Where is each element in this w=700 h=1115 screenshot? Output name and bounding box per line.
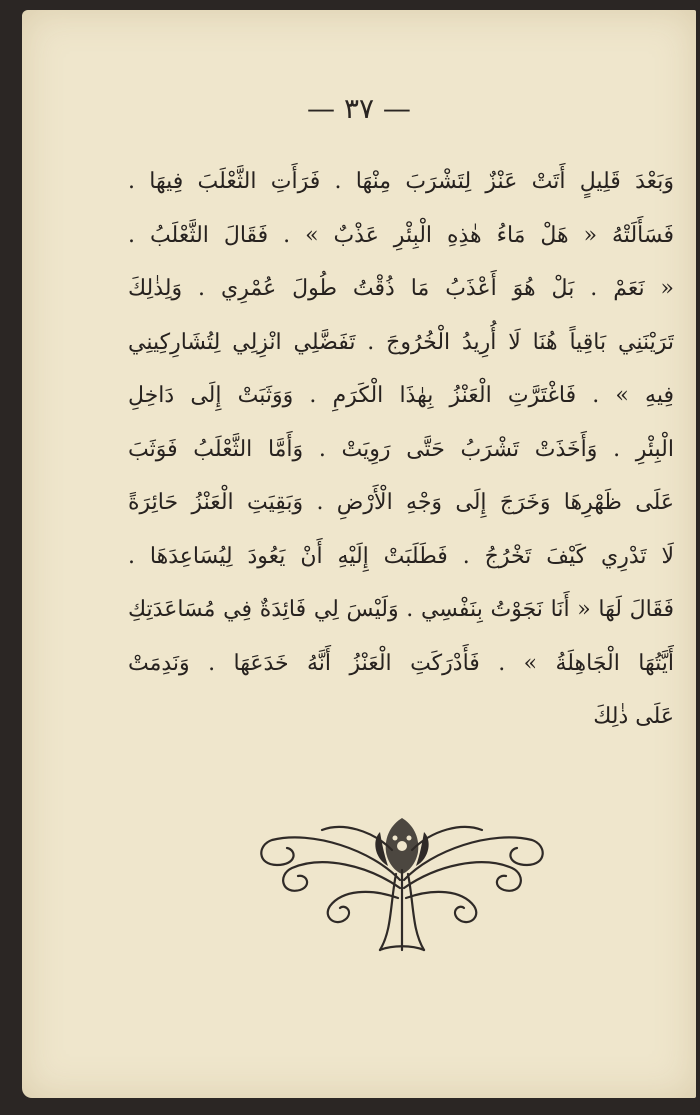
text-line-6: الْبِئْرِ . وَأَخَذَتْ تَشْرَبُ حَتَّى رَوِيَتْ . وَأَمَّا الثَّعْلَبُ فَوَثَبَ bbox=[128, 436, 674, 462]
text-line-2: فَسَأَلَتْهُ « هَلْ مَاءُ هٰذِهِ الْبِئْرِ عَذْبٌ » . فَقَالَ الثَّعْلَبُ . bbox=[128, 222, 674, 248]
text-line-1: وَبَعْدَ قَلِيلٍ أَتَتْ عَنْزٌ لِتَشْرَبَ مِنْهَا . فَرَأَتِ الثَّعْلَبَ فِيهَا . bbox=[128, 169, 674, 194]
text-line-9: فَقَالَ لَهَا « أَنَا نَجَوْتُ بِنَفْسِي . وَلَيْسَ لِي فَائِدَةٌ فِي مُسَاعَدَتِكِ bbox=[128, 597, 674, 622]
text-line-10: أَيَّتُهَا الْجَاهِلَةُ » . فَأَدْرَكَتِ الْعَنْزُ أَنَّهُ خَدَعَهَا . وَنَدِمَتْ bbox=[128, 650, 674, 676]
text-line-7: عَلَى ظَهْرِهَا وَخَرَجَ إِلَى وَجْهِ الْأَرْضِ . وَبَقِيَتِ الْعَنْزُ حَائِرَةً bbox=[128, 490, 674, 515]
page-number: — ٣٧ — bbox=[307, 92, 411, 125]
text-line-4: تَرَيْنَنِي بَاقِياً هُنَا لَا أُرِيدُ الْخُرُوجَ . تَفَضَّلِي انْزِلِي لِتُشَارِكِينِي bbox=[128, 329, 674, 355]
body-text bbox=[128, 155, 674, 744]
text-line-11: عَلَى ذٰلِكَ bbox=[593, 704, 674, 729]
book-page bbox=[22, 10, 696, 1098]
floral-tulip-ornament-icon bbox=[252, 810, 552, 960]
text-line-5: فِيهِ » . فَاغْتَرَّتِ الْعَنْزُ بِهٰذَا الْكَرَمِ . وَوَثَبَتْ إِلَى دَاخِلِ bbox=[128, 383, 674, 408]
text-line-8: لَا تَدْرِي كَيْفَ تَخْرُجُ . فَطَلَبَتْ إِلَيْهِ أَنْ يَعُودَ لِيُسَاعِدَهَا . bbox=[128, 543, 674, 569]
text-line-3: « نَعَمْ . بَلْ هُوَ أَعْذَبُ مَا ذُقْتُ طُولَ عُمْرِي . وَلِذٰلِكَ bbox=[128, 276, 674, 301]
